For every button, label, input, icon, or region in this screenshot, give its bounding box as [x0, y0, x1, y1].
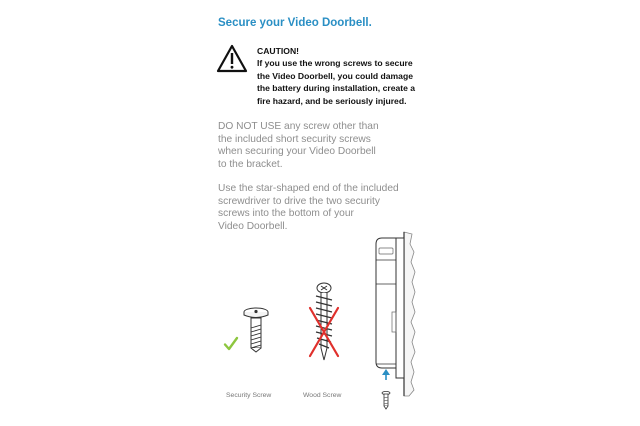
page-title: Secure your Video Doorbell. — [218, 17, 372, 29]
paragraph-line: DO NOT USE any screw other than — [218, 121, 379, 132]
doorbell-wall-illustration — [360, 226, 430, 426]
paragraph-line: to the bracket. — [218, 158, 283, 170]
paragraph-line: the included short security screws — [218, 133, 371, 145]
caution-heading: CAUTION! — [257, 46, 300, 56]
security-screw-small-icon — [380, 390, 392, 414]
caution-line: the Video Doorbell, you could damage — [257, 70, 413, 81]
caution-line: fire hazard, and be seriously injured. — [257, 95, 407, 106]
cross-icon — [306, 304, 342, 360]
warning-paragraph — [218, 121, 428, 171]
paragraph-line: Video Doorbell. — [218, 220, 288, 232]
security-screw-caption: Security Screw — [226, 392, 272, 399]
caution-line: If you use the wrong screws to secure — [257, 58, 413, 69]
checkmark-icon — [223, 336, 239, 352]
caution-block — [257, 45, 437, 107]
warning-triangle-icon — [216, 44, 248, 74]
paragraph-line: Use the star-shaped end of the included — [218, 183, 399, 194]
paragraph-line: screwdriver to drive the two security — [218, 195, 380, 207]
paragraph-line: when securing your Video Doorbell — [218, 146, 376, 158]
paragraph-line: screws into the bottom of your — [218, 208, 354, 220]
security-screw-illustration — [240, 304, 272, 360]
wood-screw-caption: Wood Screw — [303, 392, 342, 399]
caution-line: the battery during installation, create a — [257, 83, 416, 94]
